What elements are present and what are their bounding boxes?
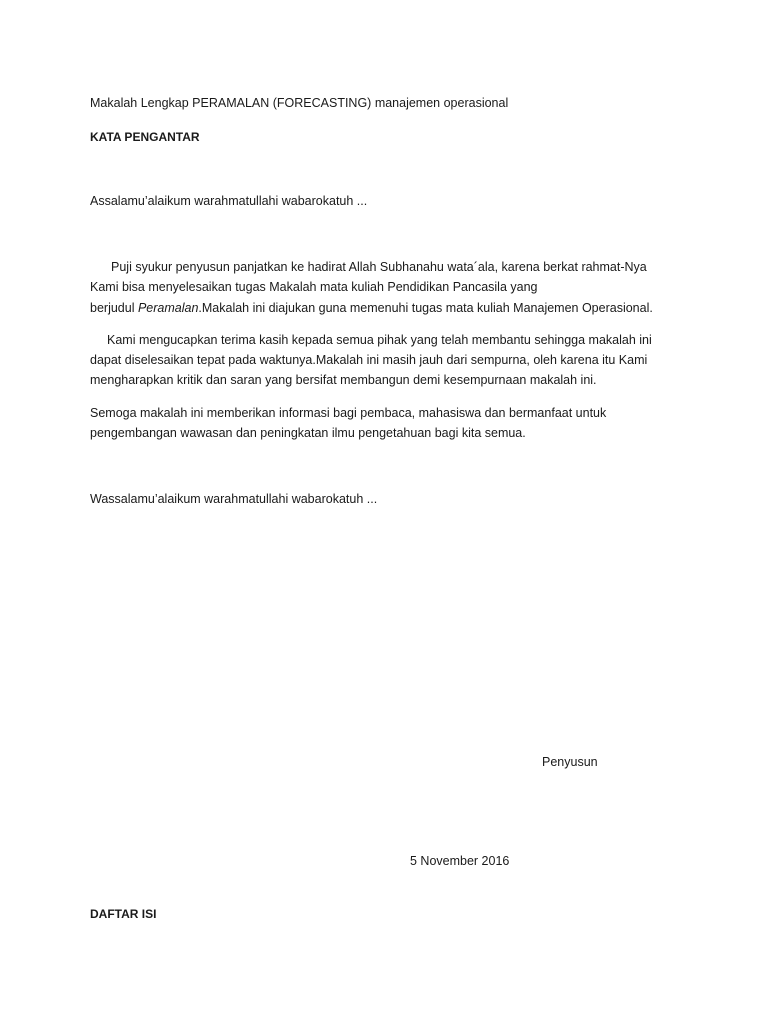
heading-kata-pengantar: KATA PENGANTAR <box>90 130 200 144</box>
paragraph-2-line-2: dapat diselesaikan tepat pada waktunya.Makalah ini masih jauh dari sempurna, oleh karena itu Kami <box>90 353 648 367</box>
paragraph-1-line-1: Puji syukur penyusun panjatkan ke hadirat Allah Subhanahu wata´ala, karena berkat rahmat-Nya <box>111 260 647 274</box>
paragraph-3-line-1: Semoga makalah ini memberikan informasi bagi pembaca, mahasiswa dan bermanfaat untuk <box>90 406 607 420</box>
paragraph-2-line-1: Kami mengucapkan terima kasih kepada semua pihak yang telah membantu sehingga makalah ini <box>107 333 652 347</box>
greeting-opening: Assalamu’alaikum warahmatullahi wabarokatuh ... <box>90 194 368 208</box>
document-date: 5 November 2016 <box>410 854 510 868</box>
paragraph-3-line-2: pengembangan wawasan dan peningkatan ilmu pengetahuan bagi kita semua. <box>90 426 526 440</box>
paragraph-1-title-italic: Peramalan <box>137 301 199 315</box>
heading-daftar-isi: DAFTAR ISI <box>90 907 157 921</box>
paragraph-1-line-3-suffix: .Makalah ini diajukan guna memenuhi tugas mata kuliah Manajemen Operasional. <box>198 301 653 315</box>
paragraph-1-line-2: Kami bisa menyelesaikan tugas Makalah mata kuliah Pendidikan Pancasila yang <box>90 280 538 294</box>
greeting-closing: Wassalamu’alaikum warahmatullahi wabarokatuh ... <box>90 492 378 506</box>
paragraph-1-line-3 <box>90 298 653 319</box>
paragraph-1-line-3-prefix: berjudul <box>90 301 138 315</box>
signer-label: Penyusun <box>542 755 598 769</box>
paragraph-2-line-3: mengharapkan kritik dan saran yang bersifat membangun demi kesempurnaan makalah ini. <box>90 373 597 387</box>
document-title: Makalah Lengkap PERAMALAN (FORECASTING) manajemen operasional <box>90 96 509 110</box>
